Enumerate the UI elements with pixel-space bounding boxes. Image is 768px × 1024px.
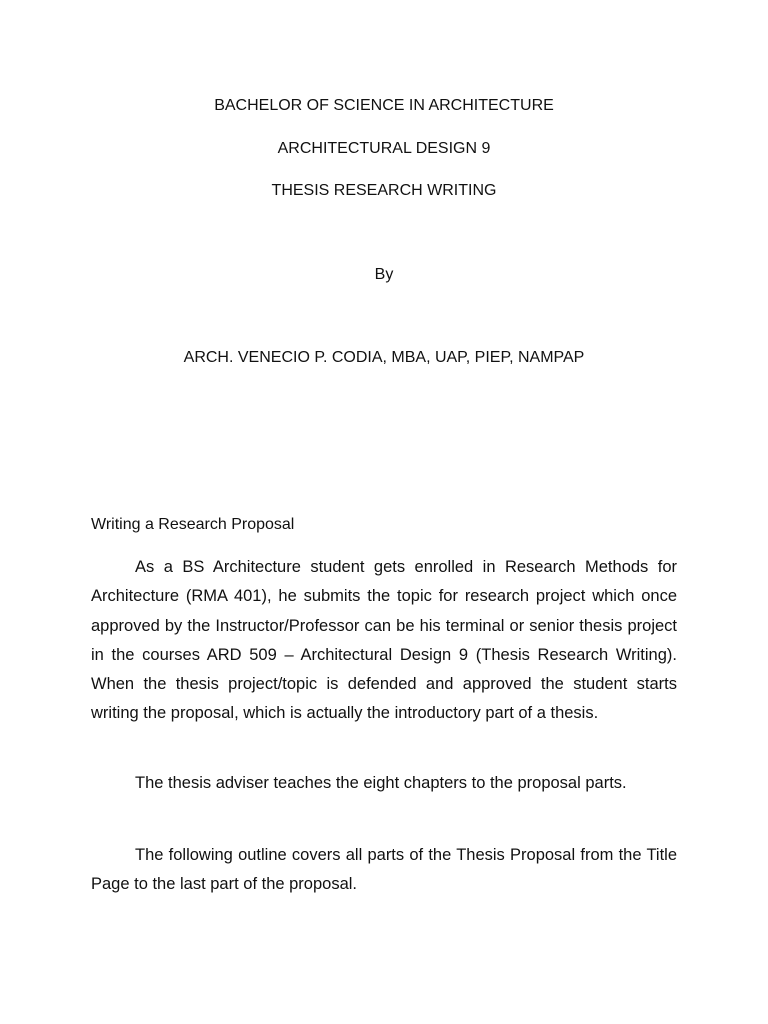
program-title: BACHELOR OF SCIENCE IN ARCHITECTURE xyxy=(214,97,554,114)
paragraph-intro: As a BS Architecture student gets enrolled in Research Methods for Architecture (RMA 401), he submits the topic for research project which once approved by the Instructor/Professor can be his terminal or senior thesis project in the courses ARD 509 – Architectural Design 9 (Thesis Research Writing). When the thesis project/topic is defended and approved the student starts writing the proposal, which is actually the introductory part of a thesis. xyxy=(91,558,677,723)
subject-title: THESIS RESEARCH WRITING xyxy=(271,182,497,199)
paragraph-outline: The following outline covers all parts of the Thesis Proposal from the Title Page to the last part of the proposal. xyxy=(91,846,677,894)
paragraph-adviser: The thesis adviser teaches the eight chapters to the proposal parts. xyxy=(135,774,627,792)
author-name: ARCH. VENECIO P. CODIA, MBA, UAP, PIEP, NAMPAP xyxy=(183,349,585,366)
course-title: ARCHITECTURAL DESIGN 9 xyxy=(277,140,491,157)
by-label: By xyxy=(374,266,394,283)
section-heading: Writing a Research Proposal xyxy=(91,516,295,533)
